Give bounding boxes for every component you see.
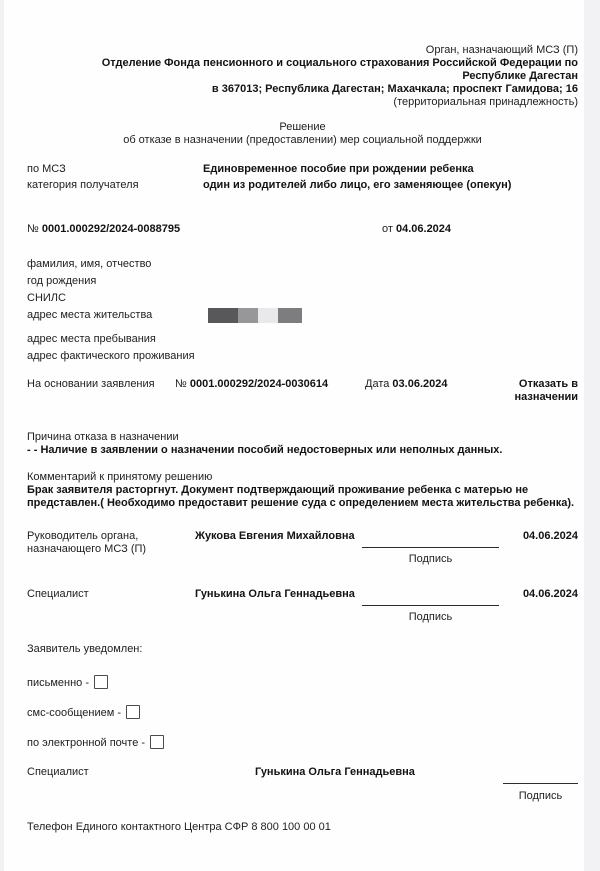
- notify-email-label: по электронной почте -: [27, 737, 146, 749]
- signature-date: 04.06.2024: [522, 530, 578, 542]
- category-label: категория получателя: [27, 179, 139, 191]
- signature-row-specialist: [27, 588, 578, 628]
- signature-line: [362, 547, 499, 548]
- msz-fields: [27, 163, 578, 192]
- signature-label: Подпись: [408, 553, 453, 565]
- decision-verdict: Отказать в назначении: [514, 378, 578, 403]
- signer-role: Специалист: [27, 766, 89, 778]
- snils-label: СНИЛС: [27, 292, 66, 304]
- signer-name: Гунькина Ольга Геннадьевна: [195, 588, 355, 600]
- person-fields: [27, 256, 578, 365]
- document-page: [4, 0, 584, 871]
- notify-sms-row: [27, 705, 578, 720]
- redacted-address-value: [208, 308, 302, 323]
- territorial-note: (территориальная принадлежность): [393, 96, 578, 108]
- redaction-block-4: [278, 308, 302, 323]
- signature-label: Подпись: [408, 611, 453, 623]
- application-label: На основании заявления: [27, 378, 155, 390]
- redaction-block-1: [208, 308, 238, 323]
- residence-label: адрес места жительства: [27, 309, 153, 321]
- decision-date: от 04.06.2024: [382, 223, 452, 235]
- final-signature-row: [27, 766, 578, 806]
- refusal-reason-text: - - Наличие в заявлении о назначении пособий недостоверных или неполных данных.: [27, 444, 503, 456]
- msz-label: по МСЗ: [27, 163, 66, 175]
- notify-written-label: письменно -: [27, 677, 89, 689]
- signer-role: Руководитель органа, назначающего МСЗ (П): [27, 530, 147, 555]
- org-name: Отделение Фонда пенсионного и социального страхования Российской Федерации по Республике Дагестан: [101, 57, 578, 82]
- notify-email-row: [27, 735, 578, 750]
- notify-written-row: [27, 675, 578, 690]
- decision-number: № 0001.000292/2024-0088795: [27, 223, 181, 235]
- comment-block: [27, 471, 578, 510]
- sms-checkbox[interactable]: [126, 705, 140, 719]
- notify-sms-label: смс-сообщением -: [27, 707, 122, 719]
- category-value: один из родителей либо лицо, его заменяющее (опекун): [203, 179, 512, 191]
- msz-value: Единовременное пособие при рождении ребенка: [203, 163, 474, 175]
- signature-line: [362, 605, 499, 606]
- signer-name: Жукова Евгения Михайловна: [195, 530, 355, 542]
- signature-row-head: [27, 530, 578, 570]
- document-title: [27, 121, 578, 147]
- signature-label: Подпись: [518, 790, 563, 802]
- refusal-reason-block: [27, 431, 578, 457]
- written-checkbox[interactable]: [94, 675, 108, 689]
- actual-address-label: адрес фактического проживания: [27, 350, 195, 362]
- refusal-reason-label: Причина отказа в назначении: [27, 431, 179, 443]
- redaction-block-3: [258, 308, 278, 323]
- application-row: [27, 378, 578, 404]
- signature-line: [503, 783, 578, 784]
- notification-block: [27, 643, 578, 750]
- comment-text: Брак заявителя расторгнут. Документ подтверждающий проживание ребенка с матерью не представлен.( Необходимо предоставит решение суда с определением места жительства ребенка).: [27, 484, 575, 509]
- residence-row: [27, 307, 578, 324]
- decision-number-row: [27, 223, 578, 236]
- organ-label: Орган, назначающий МСЗ (П): [425, 44, 578, 56]
- application-date: Дата 03.06.2024: [365, 378, 448, 390]
- title-line1: Решение: [279, 121, 326, 133]
- signer-name: Гунькина Ольга Геннадьевна: [255, 766, 415, 778]
- birth-year-label: год рождения: [27, 275, 97, 287]
- stay-label: адрес места пребывания: [27, 333, 156, 345]
- category-row: [27, 179, 578, 192]
- title-line2: об отказе в назначении (предоставлении) мер социальной поддержки: [123, 134, 482, 146]
- email-checkbox[interactable]: [150, 735, 164, 749]
- application-number: № 0001.000292/2024-0030614: [175, 378, 329, 390]
- comment-label: Комментарий к принятому решению: [27, 471, 213, 483]
- signer-role: Специалист: [27, 588, 89, 600]
- signature-date: 04.06.2024: [522, 588, 578, 600]
- notification-title: Заявитель уведомлен:: [27, 643, 143, 655]
- footer-phone: Телефон Единого контактного Центра СФР 8 800 100 00 01: [27, 821, 331, 833]
- org-address: в 367013; Республика Дагестан; Махачкала; проспект Гамидова; 16: [211, 83, 578, 95]
- document-header: [27, 44, 578, 109]
- redaction-block-2: [238, 308, 258, 323]
- fio-label: фамилия, имя, отчество: [27, 258, 152, 270]
- msz-row: [27, 163, 578, 176]
